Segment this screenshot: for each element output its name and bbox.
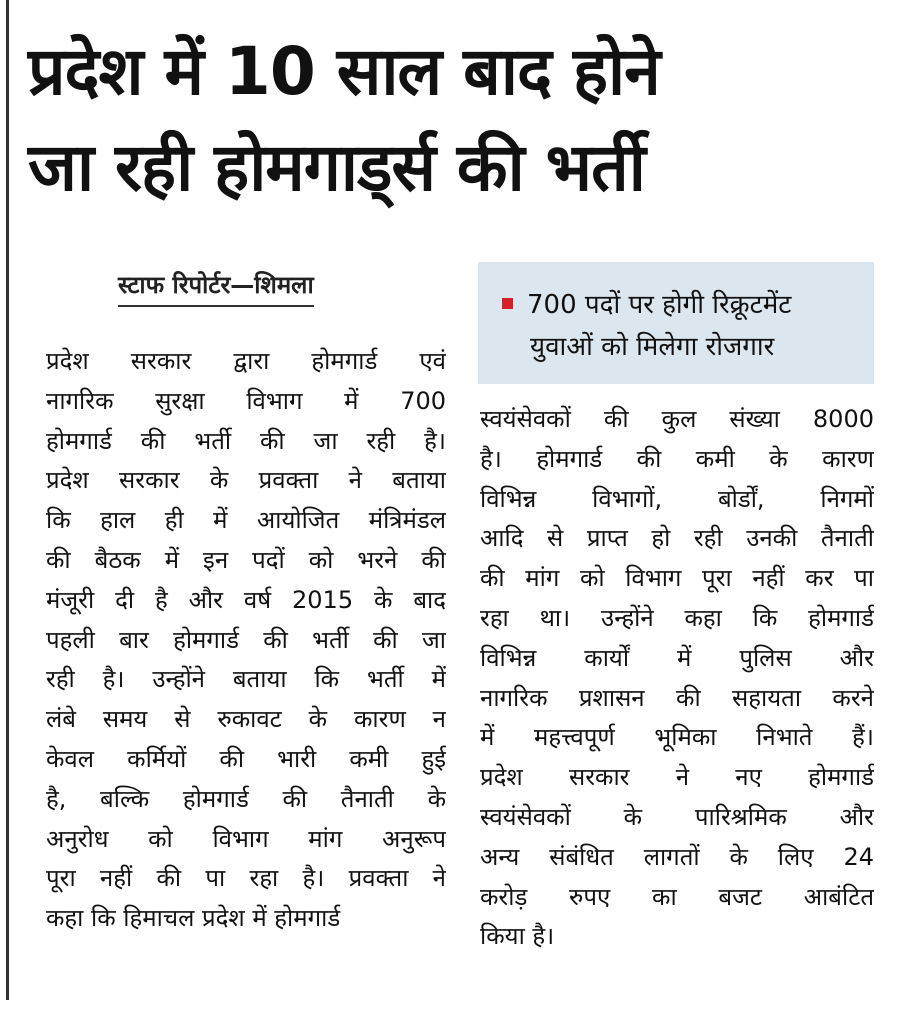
article-line: केवल कर्मियों की भारी कमी हुई xyxy=(46,744,446,773)
highlight-text-2: युवाओं को मिलेगा रोजगार xyxy=(530,332,775,362)
article-line: मंजूरी दी है और वर्ष 2015 के बाद xyxy=(46,585,446,614)
article-line: की मांग को विभाग पूरा नहीं कर पा xyxy=(480,564,874,593)
article-line: विभिन्न कार्यों में पुलिस और xyxy=(480,643,874,672)
headline xyxy=(28,24,888,216)
article-line: प्रदेश सरकार द्वारा होमगार्ड एवं xyxy=(46,347,446,375)
article-line: नागरिक सुरक्षा विभाग में 700 xyxy=(46,386,446,415)
highlight-text-1: 700 पदों पर होगी रिक्रूटमेंट xyxy=(527,290,792,320)
article-line: आदि से प्राप्त हो रही उनकी तैनाती xyxy=(480,524,874,553)
article-line: लंबे समय से रुकावट के कारण न xyxy=(46,705,446,734)
page-edge-rule xyxy=(6,0,9,1000)
article-line: करोड़ रुपए का बजट आबंटित xyxy=(480,882,874,911)
article-line: पूरा नहीं की पा रहा है। प्रवक्ता ने xyxy=(46,864,446,893)
article-line: स्वयंसेवकों के पारिश्रमिक और xyxy=(480,802,874,831)
article-left-column xyxy=(46,342,446,939)
headline-line-1: प्रदेश में 10 साल बाद होने xyxy=(28,33,660,110)
article-line: कि हाल ही में आयोजित मंत्रिमंडल xyxy=(46,506,446,535)
article-line: है। होमगार्ड की कमी के कारण xyxy=(480,444,874,473)
highlight-box xyxy=(478,262,874,384)
highlight-line-1 xyxy=(502,284,864,326)
article-line: कहा कि हिमाचल प्रदेश में होमगार्ड xyxy=(46,904,341,933)
article-line: किया है। xyxy=(480,922,555,951)
headline-line-2: जा रही होमगाड्‌र्स की भर्ती xyxy=(28,129,645,206)
article-line: रहा था। उन्होंने कहा कि होमगार्ड xyxy=(480,603,874,632)
article-right-column xyxy=(480,400,874,957)
article-line: होमगार्ड की भर्ती की जा रही है। xyxy=(46,426,446,455)
article-line: स्वयंसेवकों की कुल संख्या 8000 xyxy=(480,405,874,433)
article-line: प्रदेश सरकार के प्रवक्ता ने बताया xyxy=(46,466,446,495)
article-line: रही है। उन्होंने बताया कि भर्ती में xyxy=(46,665,446,694)
article-line: अनुरोध को विभाग मांग अनुरूप xyxy=(46,824,446,853)
article-line: प्रदेश सरकार ने नए होमगार्ड xyxy=(480,763,874,792)
red-square-bullet-icon xyxy=(502,298,513,309)
article-line: में महत्त्वपूर्ण भूमिका निभाते हैं। xyxy=(480,723,874,752)
highlight-line-2 xyxy=(502,326,864,368)
byline: स्टाफ रिपोर्टर—शिमला xyxy=(118,268,314,307)
article-line: विभिन्न विभागों, बोर्डों, निगमों xyxy=(480,484,874,513)
article-line: अन्य संबंधित लागतों के लिए 24 xyxy=(480,842,874,871)
article-line: नागरिक प्रशासन की सहायता करने xyxy=(480,683,874,712)
article-line: की बैठक में इन पदों को भरने की xyxy=(46,545,446,574)
article-line: पहली बार होमगार्ड की भर्ती की जा xyxy=(46,625,446,654)
article-line: है, बल्कि होमगार्ड की तैनाती के xyxy=(46,784,446,813)
